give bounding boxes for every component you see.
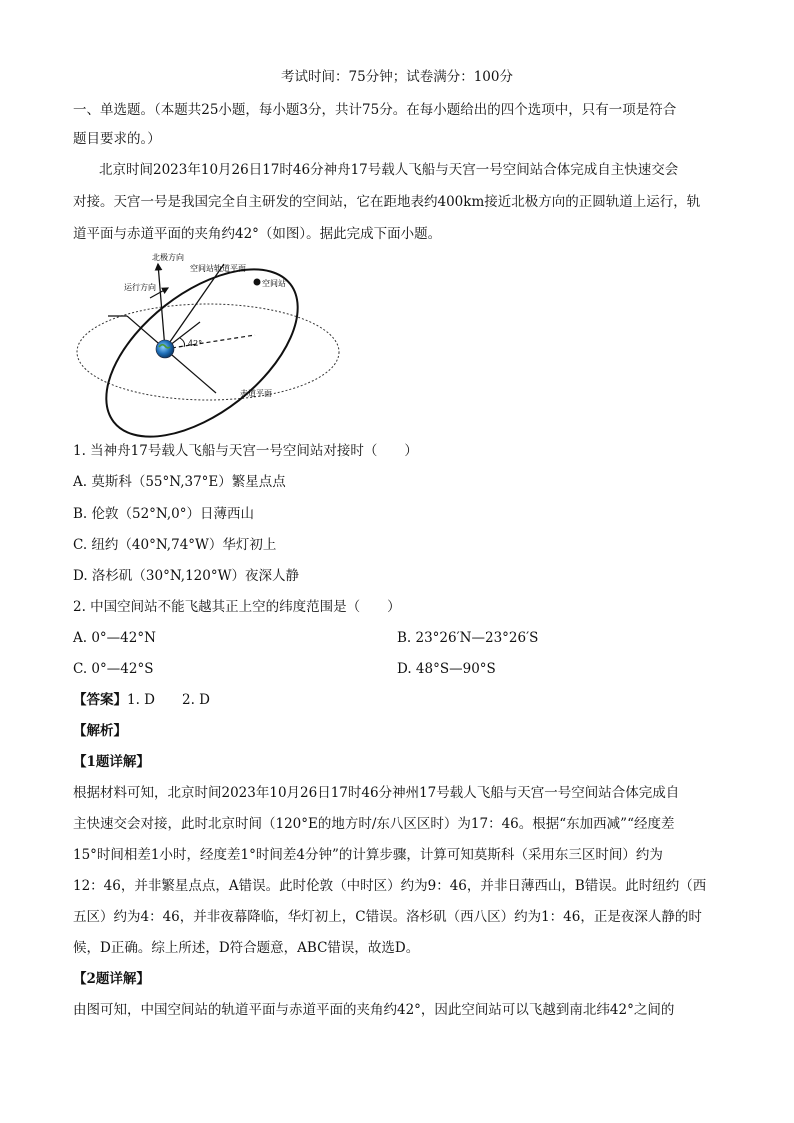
detail1-line: 12：46，并非繁星点点，A错误。此时伦敦（中时区）约为9：46，并非日薄西山，B错误。此时纽约（西	[73, 878, 707, 894]
answer-line	[73, 691, 210, 709]
q2-option-c: C. 0°—42°S	[73, 661, 154, 677]
q1-option-b: B. 伦敦（52°N,0°）日薄西山	[73, 506, 255, 522]
exam-header: 考试时间：75分钟；试卷满分：100分	[281, 69, 513, 85]
run-direction-label: 运行方向	[124, 283, 156, 292]
detail1-line: 五区）约为4：46，并非夜幕降临，华灯初上，C错误。洛杉矶（西八区）约为1：46，正是夜深人静的时	[73, 909, 702, 925]
section-title-cont: 题目要求的。）	[73, 131, 161, 147]
q1-option-c: C. 纽约（40°N,74°W）华灯初上	[73, 537, 277, 553]
space-station-icon	[254, 279, 261, 286]
detail1-line: 15°时间相差1小时，经度差1°时间差4分钟”的计算步骤，计算可知莫斯科（采用东三区时间）约为	[73, 847, 663, 863]
orbit-diagram	[70, 250, 360, 440]
equator-label: 赤道平面	[240, 389, 272, 398]
q1-option-a: A. 莫斯科（55°N,37°E）繁星点点	[73, 474, 286, 490]
detail2-tag: 【2题详解】	[73, 971, 150, 987]
section-title: 一、单选题。（本题共25小题，每小题3分，共计75分。在每小题给出的四个选项中，只有一项是符合	[73, 102, 677, 118]
detail2-line: 由图可知，中国空间站的轨道平面与赤道平面的夹角约42°，因此空间站可以飞越到南北纬42°之间的	[73, 1002, 675, 1018]
q2-option-d: D. 48°S—90°S	[397, 661, 496, 677]
q1-stem: 1. 当神舟17号载人飞船与天宫一号空间站对接时（ ）	[73, 443, 418, 459]
detail1-line: 主快速交会对接，此时北京时间（120°E的地方时/东八区区时）为17：46。根据“东加西减”“经度差	[73, 816, 675, 832]
detail1-line: 根据材料可知，北京时间2023年10月26日17时46分神州17号载人飞船与天宫一号空间站合体完成自	[73, 785, 680, 801]
detail1-tag: 【1题详解】	[73, 754, 150, 770]
answer-tag: 【答案】	[73, 692, 127, 708]
angle-label: 42°	[188, 339, 203, 348]
station-label: 空间站	[262, 279, 286, 288]
q1-option-d: D. 洛杉矶（30°N,120°W）夜深人静	[73, 568, 299, 584]
q2-option-a: A. 0°—42°N	[73, 630, 156, 646]
passage-line: 道平面与赤道平面的夹角约42°（如图）。据此完成下面小题。	[73, 226, 442, 242]
q2-stem: 2. 中国空间站不能飞越其正上空的纬度范围是（ ）	[73, 599, 401, 615]
orbit-normal	[165, 264, 224, 349]
passage-line: 对接。天宫一号是我国完全自主研发的空间站，它在距地表约400km接近北极方向的正圆轨道上运行，轨	[73, 194, 701, 210]
answer-text: 1. D 2. D	[127, 692, 210, 708]
north-label: 北极方向	[152, 253, 184, 262]
passage-line: 北京时间2023年10月26日17时46分神舟17号载人飞船与天宫一号空间站合体完成自主快速交会	[99, 162, 679, 178]
detail1-line: 候，D正确。综上所述，D符合题意，ABC错误，故选D。	[73, 940, 420, 956]
analysis-tag: 【解析】	[73, 723, 127, 739]
orbit-plane-label: 空间站轨道平面	[190, 264, 246, 273]
q2-option-b: B. 23°26′N—23°26′S	[397, 630, 539, 646]
earth-icon	[156, 340, 174, 358]
equator-radius	[165, 335, 255, 349]
